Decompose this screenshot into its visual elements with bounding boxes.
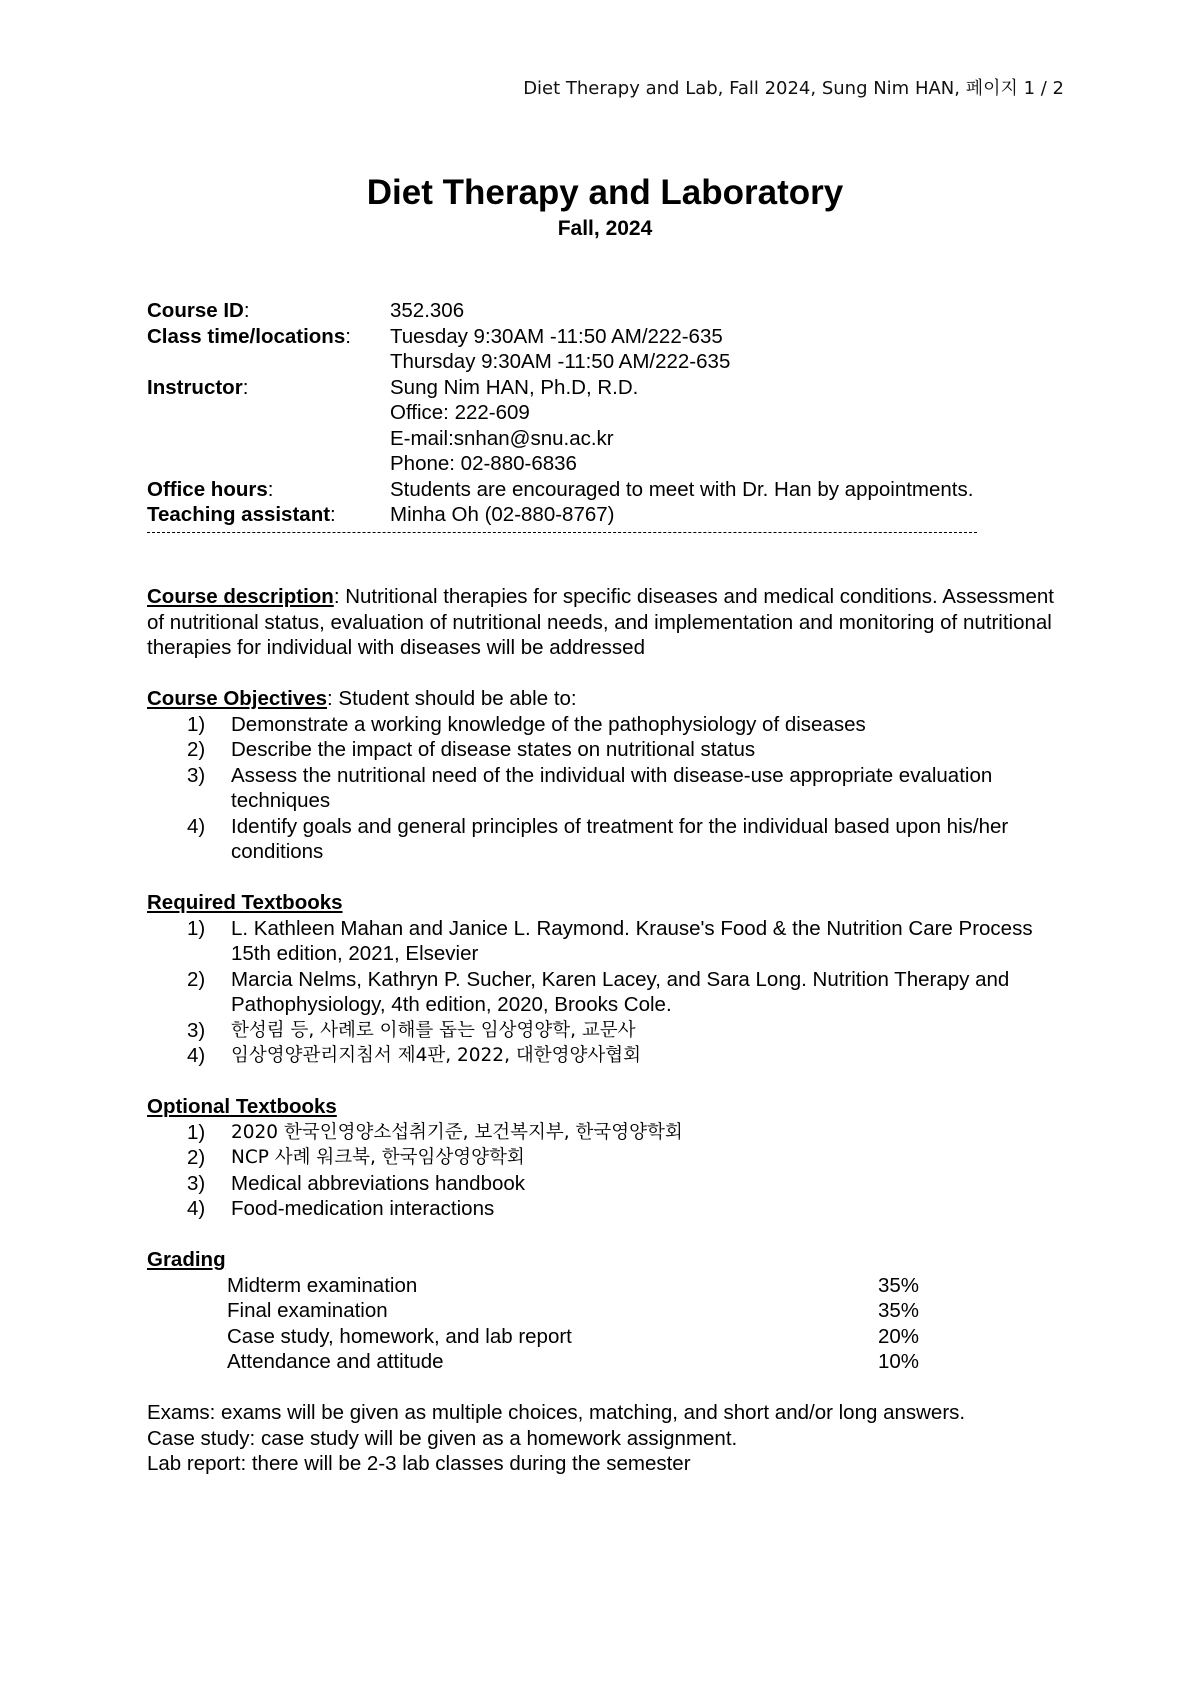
info-value-email: E-mail:snhan@snu.ac.kr [390, 426, 614, 450]
info-key: Instructor [147, 375, 243, 399]
objectives-list [147, 712, 1067, 865]
list-item: 3) Medical abbreviations handbook [187, 1171, 526, 1195]
info-key: Teaching assistant [147, 503, 331, 526]
info-row-ta: Teaching assistant: Minha Oh (02-880-8767) [147, 502, 1067, 528]
running-header: Diet Therapy and Lab, Fall 2024, Sung Nim HAN, 페이지 1 / 2 [523, 78, 1064, 99]
list-item: 1) 2020 한국인영양소섭취기준, 보건복지부, 한국영양학회 [187, 1120, 683, 1144]
section-heading: Grading [147, 1248, 226, 1271]
list-item: 4) Identify goals and general principles of treatment for the individual based upon his/her conditions [187, 814, 1009, 863]
info-value: 352.306 [390, 299, 465, 322]
info-row-office-hours: Office hours: Students are encouraged to meet with Dr. Han by appointments. [147, 477, 1067, 503]
info-value: Students are encouraged to meet with Dr. Han by appointments. [390, 477, 974, 501]
page-subtitle: Fall, 2024 [557, 217, 653, 240]
info-value: Thursday 9:30AM -11:50 AM/222-635 [390, 350, 731, 373]
info-key: Class time/locations [147, 324, 346, 348]
course-description [147, 584, 1067, 661]
list-item: 4) 임상영양관리지침서 제4판, 2022, 대한영양사협회 [187, 1044, 641, 1067]
info-value: Minha Oh (02-880-8767) [390, 503, 615, 526]
info-value: Phone: 02-880-6836 [390, 452, 577, 475]
course-objectives [147, 686, 1067, 865]
section-text: : Nutritional therapies for specific diseases and medical conditions. Assessment of nutritional status, evaluation of nutritional needs, and implementation and monitoring of nutritional therapies for individual with diseases will be addressed [147, 585, 1054, 659]
dashed-divider [147, 532, 977, 533]
optional-textbooks [147, 1094, 1067, 1222]
page-title: Diet Therapy and Laboratory [366, 173, 844, 212]
note-exams: Exams: exams will be given as multiple choices, matching, and short and/or long answers. [147, 1401, 966, 1424]
info-value: Sung Nim HAN, Ph.D, R.D. [390, 375, 639, 399]
list-item: 2) NCP 사례 워크북, 한국임상영양학회 [187, 1146, 525, 1169]
list-item: 2) Describe the impact of disease states on nutritional status [187, 738, 756, 761]
note-lab-report: Lab report: there will be 2-3 lab classes during the semester [147, 1452, 691, 1475]
section-heading: Course description [147, 585, 334, 608]
grade-row: Case study, homework, and lab report 20% [227, 1324, 920, 1348]
list-item: 2) Marcia Nelms, Kathryn P. Sucher, Karen Lacey, and Sara Long. Nutrition Therapy and Pathophysiology, 4th edition, 2020, Brooks Cole. [187, 967, 1010, 1016]
assessment-notes [147, 1400, 1067, 1477]
section-heading: Course Objectives [147, 687, 328, 710]
required-list [147, 916, 1067, 1069]
note-case-study: Case study: case study will be given as a homework assignment. [147, 1426, 738, 1450]
info-row-instructor: Instructor: Sung Nim HAN, Ph.D, R.D. Office: 222-609 E-mail:snhan@snu.ac.kr Phone: 02-880-6836 [147, 375, 1067, 477]
info-value: Tuesday 9:30AM -11:50 AM/222-635 [390, 324, 723, 348]
list-item: 3) 한성림 등, 사례로 이해를 돕는 임상영양학, 교문사 [187, 1018, 636, 1042]
grade-row: Midterm examination 35% [227, 1273, 920, 1297]
list-item: 3) Assess the nutritional need of the individual with disease-use appropriate evaluation techniques [187, 763, 993, 812]
list-item: 1) Demonstrate a working knowledge of the pathophysiology of diseases [187, 712, 866, 736]
info-value: Office: 222-609 [390, 401, 530, 424]
list-item: 1) L. Kathleen Mahan and Janice L. Raymond. Krause's Food & the Nutrition Care Process 15th edition, 2021, Elsevier [187, 916, 1033, 965]
grading [147, 1247, 1067, 1375]
info-key: Course ID [147, 299, 244, 322]
grade-row: Final examination 35% [227, 1299, 920, 1322]
required-textbooks [147, 890, 1067, 1069]
info-row-course-id: Course ID: 352.306 [147, 298, 1067, 324]
optional-list [147, 1120, 1067, 1222]
section-heading: Optional Textbooks [147, 1095, 337, 1118]
list-item: 4) Food-medication interactions [187, 1197, 495, 1220]
info-row-class-time: Class time/locations: Tuesday 9:30AM -11:50 AM/222-635 Thursday 9:30AM -11:50 AM/222-635 [147, 324, 1067, 375]
grade-row: Attendance and attitude 10% [227, 1350, 920, 1373]
course-info [147, 298, 1067, 528]
info-key: Office hours [147, 477, 268, 501]
section-intro: : Student should be able to: [327, 687, 577, 710]
syllabus-body [147, 584, 1067, 1477]
section-heading: Required Textbooks [147, 891, 343, 914]
